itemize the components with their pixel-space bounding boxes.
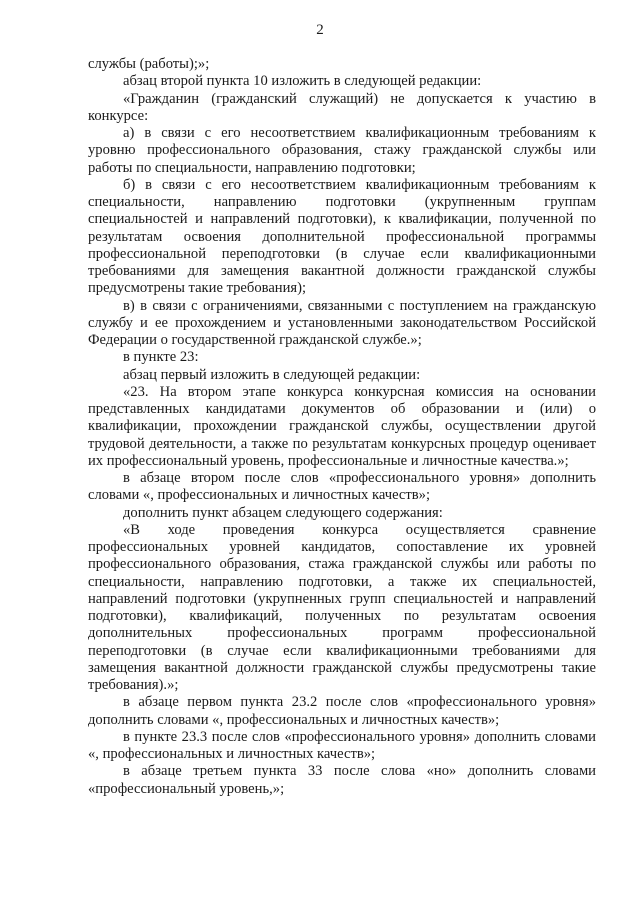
paragraph: абзац второй пункта 10 изложить в следующей редакции:	[123, 73, 482, 90]
paragraph: в пункте 23.3 после слов «профессионального уровня» дополнить словами «, профессиональных и личностных качеств»;	[88, 728, 596, 762]
paragraph: а) в связи с его несоответствием квалификационным требованиям к уровню профессионального образования, стажу гражданской службы или работы по специальности, направлению подготовки;	[88, 125, 596, 176]
paragraph: в абзаце втором после слов «профессионального уровня» дополнить словами «, профессиональных и личностных качеств»;	[88, 470, 596, 504]
paragraph: б) в связи с его несоответствием квалификационным требованиям к специальности, направлению подготовки (укрупненным группам специальностей и направлений подготовки), к квалификации, полученной по результатам освоения дополнительной профессиональной программы профессиональной переподготовки (в случае если квалификационными требованиями для замещения вакантной должности гражданской службы предусмотрены такие требования);	[88, 176, 596, 297]
document-body	[88, 56, 596, 798]
paragraph: службы (работы);»;	[88, 56, 210, 72]
paragraph: «23. На втором этапе конкурса конкурсная комиссия на основании представленных кандидатами документов об образовании и (или) о квалификации, прохождении гражданской службы, осуществлении другой трудовой деятельности, а также по результатам конкурсных процедур оценивает их профессиональный уровень, профессиональные и личностные качества.»;	[88, 383, 596, 469]
paragraph: «В ходе проведения конкурса осуществляется сравнение профессиональных уровней кандидатов, сопоставление их уровней профессионального образования, стажа гражданской службы или работы по специальности, направлению подготовки, а также их специальностей, направлений подготовки (укрупненных групп специальностей и направлений подготовки), квалификаций, полученных по результатам освоения дополнительных профессиональных программ профессиональной переподготовки (в случае если квалификационными требованиями для замещения вакантной должности гражданской службы предусмотрены такие требования).»;	[88, 521, 596, 693]
paragraph: «Гражданин (гражданский служащий) не допускается к участию в конкурсе:	[88, 90, 596, 124]
paragraph: дополнить пункт абзацем следующего содержания:	[123, 504, 443, 521]
paragraph: в пункте 23:	[123, 349, 199, 366]
paragraph: в абзаце первом пункта 23.2 после слов «профессионального уровня» дополнить словами «, профессиональных и личностных качеств»;	[88, 694, 596, 728]
paragraph: в абзаце третьем пункта 33 после слова «но» дополнить словами «профессиональный уровень,»;	[88, 763, 596, 797]
paragraph: в) в связи с ограничениями, связанными с поступлением на гражданскую службу и ее прохождением и установленными законодательством Российской Федерации о государственной гражданской службе.»;	[88, 297, 596, 348]
page-number: 2	[316, 22, 324, 38]
paragraph: абзац первый изложить в следующей редакции:	[123, 366, 421, 383]
